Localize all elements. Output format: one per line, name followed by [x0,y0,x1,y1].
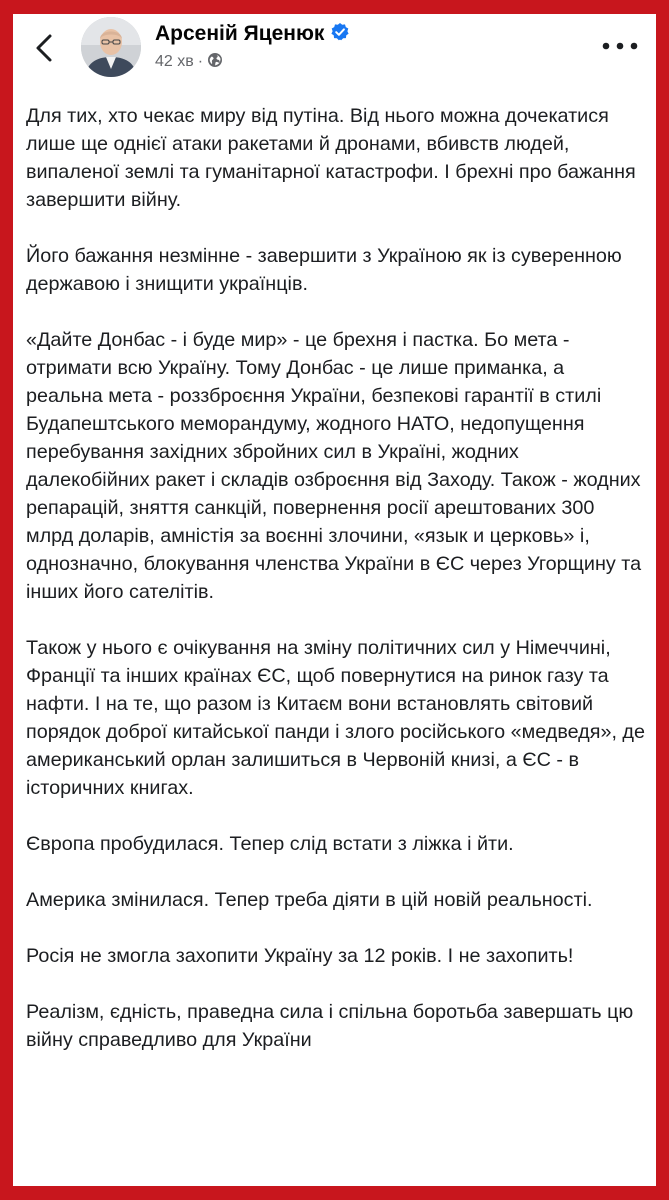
post-header [13,14,656,94]
post-paragraph: Його бажання незмінне - завершити з Україною як із суверенною державою і знищити українців. [26,245,622,295]
more-options-icon [599,36,641,56]
post-paragraph: Росія не змогла захопити Україну за 12 років. І не захопить! [26,945,574,967]
post-paragraph: Для тих, хто чекає миру від путіна. Від нього можна дочекатися лише ще однієї атаки ракетами й дронами, вбивств людей, випаленої землі та гуманітарної катастрофи. І брехні про бажання завершити війну. [26,105,636,211]
back-button[interactable] [25,28,65,68]
profile-photo-icon [81,17,141,77]
author-name[interactable]: Арсеній Яценюк [155,22,325,45]
globe-icon [207,52,223,73]
meta-separator: · [197,53,204,70]
author-name-row[interactable] [155,22,350,48]
post-time[interactable]: 42 хв [155,53,194,70]
verified-badge-icon [330,22,350,48]
post-paragraph: Також у нього є очікування на зміну політичних сил у Німеччині, Франції та інших країнах ЄС, щоб повернутися на ринок газу та нафти. І на те, що разом із Китаєм вони встановлять світовий порядок доброї китайської панди і злого російського «медведя», де американський орлан залишиться в Червоній книзі, а ЄС - в історичних книгах. [26,637,645,799]
post-text [26,102,646,1082]
post-meta [155,52,223,73]
post-paragraph: Реалізм, єдність, праведна сила і спільна боротьба завершать цю війну справедливо для України [26,1001,634,1051]
avatar[interactable] [81,17,141,77]
back-arrow-icon [25,28,65,68]
post-paragraph: «Дайте Донбас - і буде мир» - це брехня і пастка. Бо мета - отримати всю Україну. Тому Донбас - це лише приманка, а реальна мета - роззброєння України, безпекові гарантії в стилі Будапештського меморандуму, жодного НАТО, недопущення перебування західних збройних сил в Україні, жодних далекобійних ракет і складів озброєння від Заходу. Також - жодних репарацій, зняття санкцій, повернення росії арештованих 300 млрд доларів, амністія за воєнні злочини, «язык и церковь» і, однозначно, блокування членства України в ЄС через Угорщину та інших його сателітів. [26,329,642,603]
post-paragraph: Америка змінилася. Тепер треба діяти в цій новій реальності. [26,889,593,911]
post-card [13,14,656,1186]
post-paragraph: Європа пробудилася. Тепер слід встати з ліжка і йти. [26,833,514,855]
more-options-button[interactable] [599,36,641,56]
